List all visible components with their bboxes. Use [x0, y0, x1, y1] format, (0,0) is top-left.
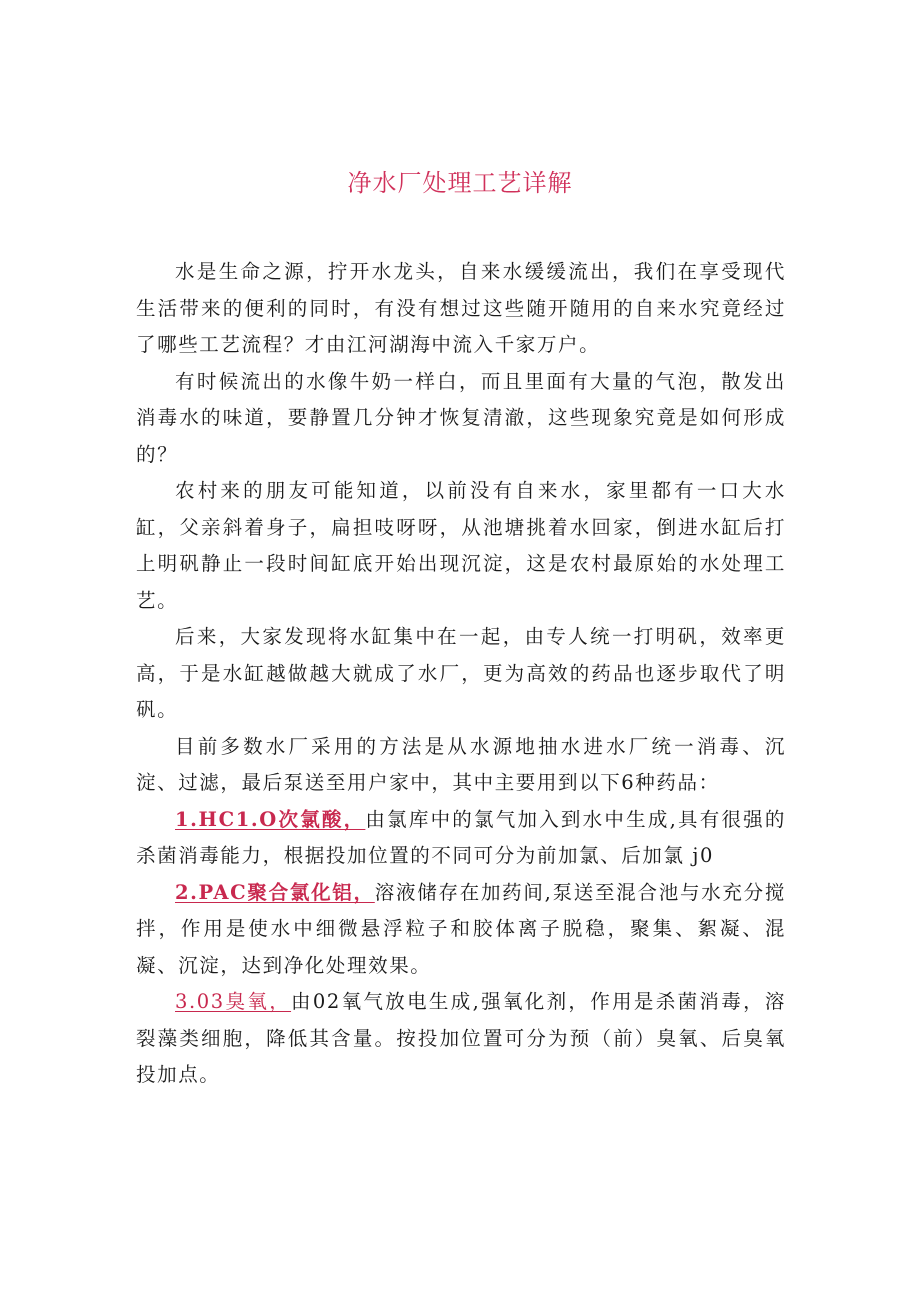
paragraph-chemical-ozone: [136, 984, 786, 1094]
paragraph-chemical-hclo: [136, 802, 786, 875]
chemical-text-pac: 溶液储存在加药间,泵送至混合池与水充分搅拌，作用是使水中细微悬浮粒子和胶体离子脱稳，聚集、絮凝、混凝、沉淀，达到净化处理效果。: [136, 880, 786, 977]
chemical-label-hclo: 1.HC1.O次氯酸，: [175, 807, 366, 831]
chemical-label-pac: 2.PAC聚合氯化铝，: [175, 880, 375, 904]
paragraph-milky-water: 有时候流出的水像牛奶一样白，而且里面有大量的气泡，散发出消毒水的味道，要静置几分钟才恢复清澈，这些现象究竟是如何形成的？: [136, 369, 786, 466]
document-title: 净水厂处理工艺详解: [347, 169, 573, 197]
chemical-text-hclo: 由氯库中的氯气加入到水中生成,具有很强的杀菌消毒能力，根据投加位置的不同可分为前加氯、后加氯 j0: [136, 807, 787, 867]
paragraph-water-plant-origin: 后来，大家发现将水缸集中在一起，由专人统一打明矾，效率更高，于是水缸越做越大就成了水厂，更为高效的药品也逐步取代了明矾。: [136, 625, 786, 721]
paragraph-village-water-tank: 农村来的朋友可能知道，以前没有自来水，家里都有一口大水缸，父亲斜着身子，扁担吱呀呀，从池塘挑着水回家，倒进水缸后打上明矾静止一段时间缸底开始出现沉淀，这是农村最原始的水处理工艺。: [136, 479, 786, 612]
chemical-label-ozone: 3.03臭氧，: [175, 990, 292, 1013]
document-body: [136, 254, 786, 1094]
paragraph-six-chemicals: 目前多数水厂采用的方法是从水源地抽水进水厂统一消毒、沉淀、过滤，最后泵送至用户家中，其中主要用到以下6种药品：: [136, 734, 786, 794]
paragraph-intro: 水是生命之源，拧开水龙头，自来水缓缓流出，我们在享受现代生活带来的便利的同时，有没有想过这些随开随用的自来水究竟经过了哪些工艺流程？才由江河湖海中流入千家万户。: [136, 260, 786, 356]
paragraph-chemical-pac: [136, 875, 786, 985]
chemical-text-ozone: 由02氧气放电生成,强氧化剂，作用是杀菌消毒，溶裂藻类细胞，降低其含量。按投加位置可分为预（前）臭氧、后臭氧投加点。: [136, 990, 786, 1086]
